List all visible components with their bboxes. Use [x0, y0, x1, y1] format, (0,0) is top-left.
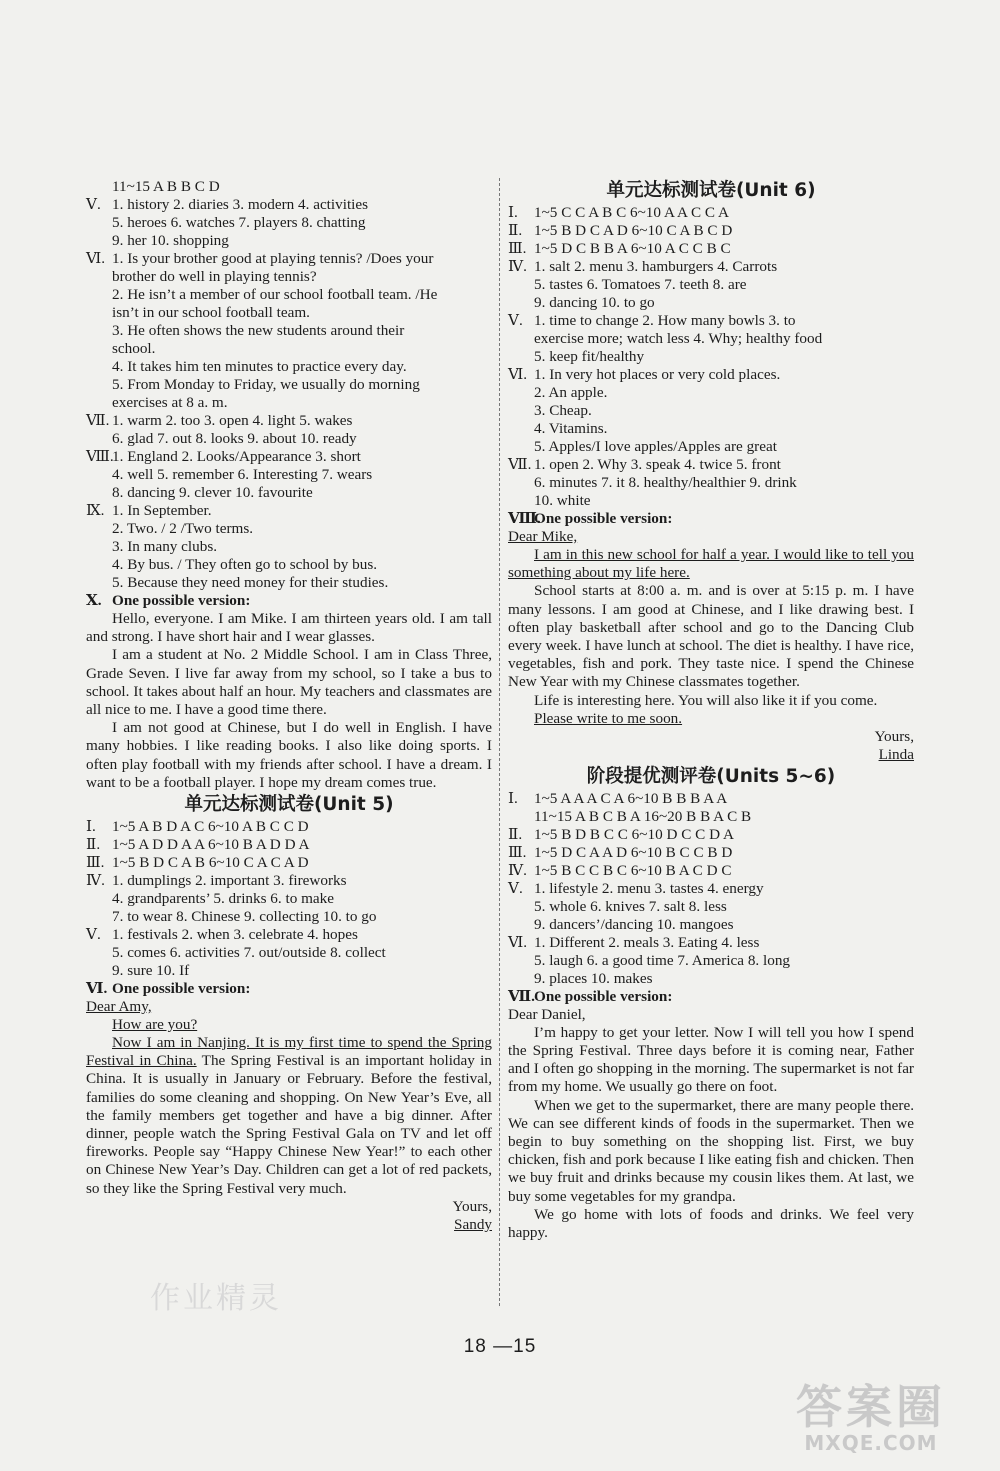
answer-line: 2. He isn’t a member of our school football team. /He: [112, 286, 438, 303]
letter-body: School starts at 8:00 a. m. and is over at 5:15 p. m. I have many lessons. I am good at Chinese, and I like drawing best. I often play basketball after school and go to the Dancing Club every week. I have lunch at school. The diet is healthy. I have rice, vegetables, fish and pork. They taste nice. I spend the Chinese New Year with my Chinese classmates together.: [508, 582, 914, 691]
left-column: [86, 178, 492, 1234]
answer-line: 6. minutes 7. it 8. healthy/healthier 9. drink: [534, 474, 797, 491]
answer-line: 9. her 10. shopping: [112, 232, 229, 249]
section-number: Ⅷ.: [508, 510, 541, 527]
answer-line: 2. An apple.: [534, 384, 608, 401]
watermark-url: MXQE.COM: [804, 1431, 938, 1455]
letter-greeting: Dear Mike,: [508, 528, 578, 545]
section-number: Ⅲ.: [508, 843, 527, 861]
answer-line: exercise more; watch less 4. Why; healthy food: [534, 330, 823, 347]
section-number: Ⅹ.: [86, 592, 102, 609]
answer-line: school.: [112, 340, 156, 357]
answer-line: 1. salt 2. menu 3. hamburgers 4. Carrots: [534, 258, 778, 275]
section-number: Ⅵ.: [508, 933, 528, 951]
letter-closing: Yours,: [452, 1197, 492, 1215]
section-number: Ⅲ.: [508, 240, 527, 257]
right-column: [508, 178, 914, 1242]
section-number: Ⅳ.: [86, 872, 105, 890]
section-number: Ⅳ.: [508, 258, 527, 275]
answer-line: 5. laugh 6. a good time 7. America 8. long: [534, 951, 791, 969]
answer-line: 1. time to change 2. How many bowls 3. to: [534, 312, 796, 329]
watermark-logo-text: 答案圈: [796, 1380, 946, 1434]
answer-line: exercises at 8 a. m.: [112, 394, 228, 411]
answer-line: 4. By bus. / They often go to school by bus.: [112, 556, 378, 573]
letter-greeting: Dear Amy,: [86, 998, 152, 1016]
answer-line: isn’t in our school football team.: [112, 304, 310, 321]
answer-line: 1. In very hot places or very cold places.: [534, 366, 781, 383]
letter-body: Life is interesting here. You will also like it if you come.: [534, 691, 878, 709]
answer-line: 6. glad 7. out 8. looks 9. about 10. ready: [112, 430, 357, 447]
answer-line: 1. open 2. Why 3. speak 4. twice 5. front: [534, 456, 781, 473]
section-number: Ⅵ.: [86, 980, 108, 998]
answer-line: 1. Different 2. meals 3. Eating 4. less: [534, 933, 760, 951]
section-number: Ⅰ.: [508, 204, 518, 221]
essay-paragraph: Hello, everyone. I am Mike. I am thirteen years old. I am tall and strong. I have short hair and I wear glasses.: [86, 610, 492, 646]
section-number: Ⅱ.: [508, 222, 523, 239]
answer-line: 4. Vitamins.: [534, 420, 608, 437]
essay-paragraph: I am a student at No. 2 Middle School. I am in Class Three, Grade Seven. I live far away from my school, so I take a bus to school. It takes about half an hour. My teachers and classmates are all nice to me. I have a good time there.: [86, 646, 492, 719]
section-number: Ⅱ.: [86, 836, 101, 854]
answer-line: 9. dancers’/dancing 10. mangoes: [534, 915, 734, 933]
letter-underlined-sentence: Now I am in Nanjing. It is my first time to spend the Spring Festival in China.: [86, 1034, 492, 1070]
letter-closing-sentence: Please write to me soon.: [534, 709, 683, 727]
answer-line: 3. He often shows the new students around their: [112, 322, 405, 339]
letter-signature: Linda: [878, 745, 914, 763]
version-heading: One possible version:: [534, 987, 673, 1005]
section-number: Ⅵ.: [86, 250, 106, 267]
faded-stamp: 作业精灵: [150, 1281, 282, 1316]
section-number: Ⅳ.: [508, 861, 527, 879]
section-number: Ⅴ.: [508, 312, 523, 329]
answer-line: 1. history 2. diaries 3. modern 4. activities: [112, 196, 369, 213]
answer-line: 5. tastes 6. Tomatoes 7. teeth 8. are: [534, 276, 747, 293]
letter-opening: How are you?: [112, 1016, 198, 1034]
answer-line: 5. Because they need money for their studies.: [112, 574, 389, 591]
answer-line: 1. England 2. Looks/Appearance 3. short: [112, 448, 361, 465]
answer-line: brother do well in playing tennis?: [112, 268, 317, 285]
answer-line: 5. Apples/I love apples/Apples are great: [534, 438, 777, 455]
site-watermark-logo: [776, 1381, 966, 1461]
letter-greeting: Dear Daniel,: [508, 1005, 586, 1023]
answer-line: 1. lifestyle 2. menu 3. tastes 4. energy: [534, 879, 764, 897]
answer-line: 5. whole 6. knives 7. salt 8. less: [534, 897, 727, 915]
letter-closing: Yours,: [874, 727, 914, 745]
letter-signature: Sandy: [454, 1215, 492, 1233]
answer-line: 9. dancing 10. to go: [534, 294, 655, 311]
section-number: Ⅶ.: [508, 456, 532, 473]
letter-underlined-sentence: I am in this new school for half a year. I would like to tell you something about my life here.: [508, 546, 914, 582]
letter-body: When we get to the supermarket, there are many people there. We can see different kinds of foods in the supermarket. Then we begin to buy something on the shopping list. First, we buy chicken, fish and pork because I like eating fish and chicken. Then we buy fruit and drinks because my cousin likes them. At last, we buy some vegetables for my grandpa.: [508, 1096, 914, 1205]
answer-line: 11~15 A B B C D: [112, 178, 220, 195]
section-title: 单元达标测试卷(Unit 6): [606, 180, 816, 201]
answer-line: 10. white: [534, 492, 591, 509]
answer-line: 1~5 D C A A D 6~10 B C C B D: [534, 843, 733, 861]
answer-line: 3. Cheap.: [534, 402, 592, 419]
answer-line: 1~5 A A A C A 6~10 B B B A A: [534, 789, 728, 807]
page-number: 18 —15: [463, 1336, 537, 1357]
section-number: Ⅵ.: [508, 366, 528, 383]
answer-line: 1~5 B D B C C 6~10 D C C D A: [534, 825, 734, 843]
letter-body: We go home with lots of foods and drinks. We feel very happy.: [508, 1205, 914, 1242]
version-heading: One possible version:: [534, 510, 673, 527]
answer-line: 1~5 D C B B A 6~10 A C C B C: [534, 240, 731, 257]
section-title: 阶段提优测评卷(Units 5~6): [586, 765, 836, 787]
answer-line: 11~15 A B C B A 16~20 B B A C B: [534, 807, 752, 825]
section-number: Ⅶ.: [86, 412, 110, 429]
answer-line: 1~5 A D D A A 6~10 B A D D A: [112, 836, 310, 854]
answer-line: 1~5 B D C A D 6~10 C A B C D: [534, 222, 733, 239]
section-number: Ⅷ.: [86, 448, 114, 465]
answer-line: 1. Is your brother good at playing tennis? /Does your: [112, 250, 434, 267]
section-number: Ⅶ.: [508, 987, 535, 1005]
section-number: Ⅴ.: [86, 196, 101, 213]
answer-line: 5. keep fit/healthy: [534, 348, 645, 365]
answer-line: 1~5 A B D A C 6~10 A B C C D: [112, 818, 309, 836]
section-number: Ⅲ.: [86, 854, 105, 872]
section-number: Ⅸ.: [86, 502, 105, 519]
answer-line: 8. dancing 9. clever 10. favourite: [112, 484, 313, 501]
answer-line: 9. places 10. makes: [534, 969, 653, 987]
answer-line: 5. heroes 6. watches 7. players 8. chatting: [112, 214, 366, 231]
answer-line: 1~5 B D C A B 6~10 C A C A D: [112, 854, 309, 872]
version-heading: One possible version:: [112, 592, 251, 609]
answer-line: 5. comes 6. activities 7. out/outside 8. collect: [112, 944, 386, 962]
section-number: Ⅱ.: [508, 825, 523, 843]
answer-line: 3. In many clubs.: [112, 538, 218, 555]
answer-line: 4. well 5. remember 6. Interesting 7. wears: [112, 466, 373, 483]
section-number: Ⅰ.: [86, 818, 96, 836]
letter-body-text: The Spring Festival is an important holiday in China. It is usually in January or February. Before the festival, families do some cleaning and shopping. On New Year’s Eve, all the family members get together and have a big dinner. After dinner, people watch the Spring Festival Gala on TV and let off fireworks. People say “Happy Chinese New Year!” to each other on Chinese New Year’s Day. Children can get a lot of red packets, so they like the Spring Festival very much.: [86, 1052, 492, 1197]
answer-line: 1. In September.: [112, 502, 212, 519]
section-number: Ⅰ.: [508, 789, 518, 807]
version-heading: One possible version:: [112, 980, 251, 998]
section-title: 单元达标测试卷(Unit 5): [184, 794, 394, 816]
answer-line: 2. Two. / 2 /Two terms.: [112, 520, 254, 537]
answer-line: 9. sure 10. If: [112, 962, 190, 980]
answer-line: 1~5 B C C B C 6~10 B A C D C: [534, 861, 732, 879]
answer-line: 4. It takes him ten minutes to practice every day.: [112, 358, 407, 375]
essay-paragraph: I am not good at Chinese, but I do well in English. I have many hobbies. I like reading books. I also like doing sports. I often play football with my friends after school. I have a dream. I want to be a football player. I hope my dream comes true.: [86, 719, 492, 791]
letter-body: [86, 1034, 492, 1198]
answer-line: 1~5 C C A B C 6~10 A A C C A: [534, 204, 729, 221]
answer-line: 1. festivals 2. when 3. celebrate 4. hopes: [112, 926, 358, 944]
section-number: Ⅴ.: [86, 926, 101, 944]
answer-line: 5. From Monday to Friday, we usually do morning: [112, 376, 420, 393]
answer-line: 4. grandparents’ 5. drinks 6. to make: [112, 890, 334, 908]
answer-line: 7. to wear 8. Chinese 9. collecting 10. to go: [112, 908, 377, 926]
answer-line: 1. warm 2. too 3. open 4. light 5. wakes: [112, 412, 353, 429]
section-number: Ⅴ.: [508, 879, 523, 897]
column-divider: [499, 178, 500, 1306]
answer-line: 1. dumplings 2. important 3. fireworks: [112, 872, 347, 890]
letter-body: I’m happy to get your letter. Now I will tell you how I spend the Spring Festival. Three days before it is coming near, Father and I often go shopping in the morning. The supermarket is not far from my home. We usually go there on foot.: [508, 1023, 914, 1096]
